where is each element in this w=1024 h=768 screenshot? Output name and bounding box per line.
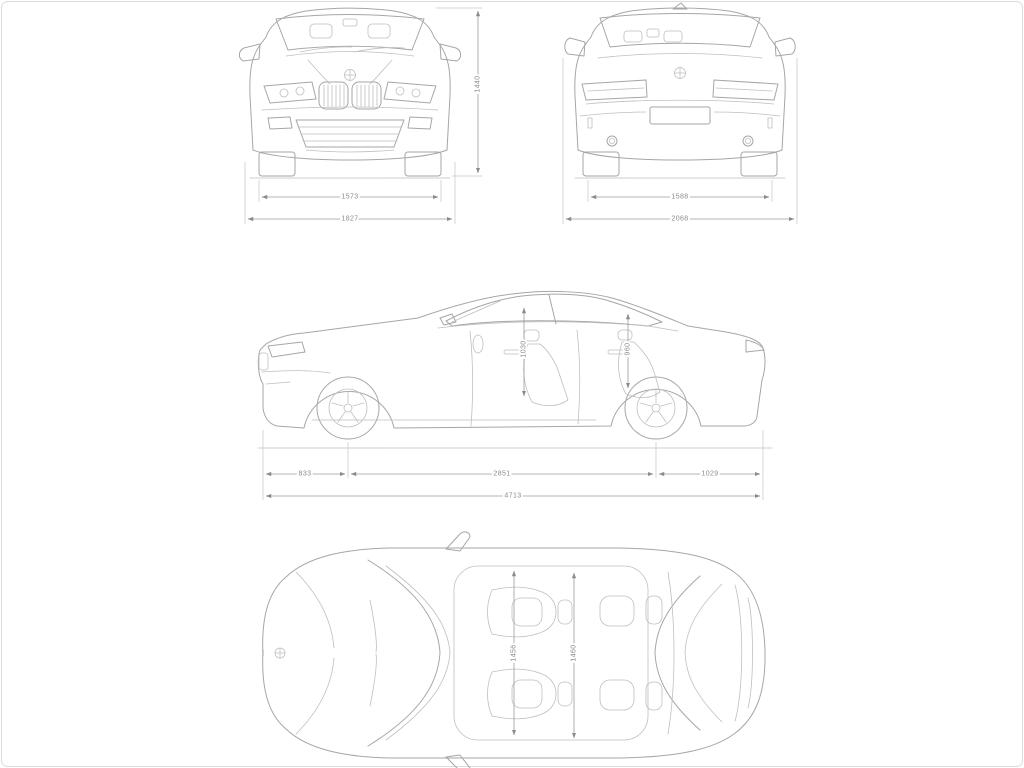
front-view-dimensions	[245, 8, 482, 224]
lower-intake	[268, 117, 432, 147]
license-plate-recess	[650, 107, 710, 124]
side-view-dimensions	[263, 430, 763, 500]
front-body-outline	[250, 8, 450, 160]
bumper-line	[262, 107, 438, 110]
rear-bumper-line	[580, 112, 780, 116]
rear-seats-top	[600, 572, 674, 734]
trunk-cut-line	[586, 100, 774, 104]
decklid-line	[598, 54, 762, 59]
right-reflector	[768, 118, 772, 128]
side-view	[258, 291, 772, 448]
rear-interior-detail	[624, 29, 682, 42]
right-taillight	[713, 80, 778, 100]
rear-right-mirror	[775, 38, 795, 56]
left-mirror	[239, 44, 260, 61]
chin-line	[306, 150, 394, 152]
front-door-handle	[504, 350, 521, 354]
rear-wheel	[625, 377, 687, 439]
roof-panel	[454, 566, 648, 740]
interior-width-rear-dimension: 1460	[570, 644, 578, 662]
left-headlight	[264, 82, 316, 103]
bmw-roundel-rear-icon	[675, 68, 686, 79]
rear-door-handle	[608, 350, 625, 354]
overall-length-dimension: 4713	[504, 492, 522, 500]
top-view	[263, 532, 765, 768]
interior-width-front-dimension: 1456	[510, 644, 518, 662]
side-body-outline	[258, 291, 765, 428]
side-headlight	[268, 342, 305, 357]
rear-window-top	[655, 576, 700, 730]
windshield-top	[368, 560, 440, 746]
rear-overhang-dimension: 1029	[701, 470, 719, 478]
headlight-lenses	[280, 87, 420, 97]
windshield	[276, 15, 424, 51]
right-headlight	[384, 82, 436, 103]
rear-track-dimension: 1588	[671, 193, 689, 201]
taillight-lines	[588, 88, 772, 91]
left-taillight	[582, 80, 647, 100]
wipers-top	[370, 600, 376, 706]
front-bumper-detail	[262, 371, 330, 384]
bmw-roundel-top-icon	[275, 648, 285, 658]
rear-left-mirror	[565, 38, 585, 56]
rear-window-outer	[685, 584, 722, 722]
width-incl-mirrors-dimension: 2068	[671, 215, 689, 223]
exhaust-tips	[607, 136, 753, 146]
bmw-roundel-icon	[345, 70, 356, 81]
overall-height-dimension: 1440	[474, 75, 482, 93]
b-pillar	[549, 295, 556, 324]
kidney-grille	[319, 82, 381, 109]
rear-light-side	[746, 340, 764, 352]
front-overhang-dimension: 833	[298, 470, 312, 478]
left-reflector	[588, 118, 592, 128]
side-grille	[259, 353, 268, 370]
front-wheel	[317, 377, 379, 439]
front-track-dimension: 1573	[341, 193, 359, 201]
front-overall-width-dimension: 1827	[341, 215, 359, 223]
interior-height-front-dimension: 1030	[520, 340, 528, 358]
front-view	[239, 8, 460, 178]
right-mirror	[440, 44, 461, 61]
hood-character-lines	[296, 572, 334, 734]
wheelbase-dimension: 2851	[493, 470, 511, 478]
rear-view	[565, 3, 795, 178]
interior-height-rear-dimension: 960	[624, 342, 632, 356]
trunk-lines	[735, 585, 753, 721]
front-seats-top	[488, 587, 573, 719]
